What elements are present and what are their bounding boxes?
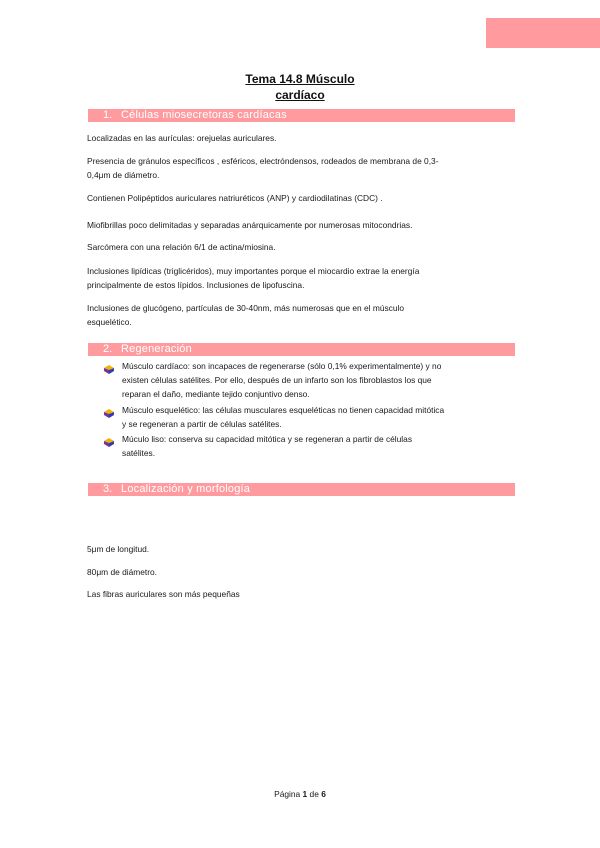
list-item-line: Múculo liso: conserva su capacidad mitótica y se regeneran a partir de células [122, 434, 413, 444]
paragraph-localizadas: Localizadas en las aurículas: orejuelas auriculares. [87, 133, 277, 143]
header-color-block [486, 18, 600, 48]
page-title-line-2: cardíaco [275, 88, 325, 102]
section-header-celulas-miosecretoras [88, 109, 515, 122]
section-title: Regeneración [121, 343, 192, 355]
section-number: 2. [103, 343, 113, 355]
footer-total-pages: 6 [321, 789, 326, 799]
paragraph-diametro: 80μm de diámetro. [87, 567, 157, 577]
section-header-localizacion-morfologia [88, 483, 515, 496]
list-item-line: Músculo esquelético: las células musculares esqueléticas no tienen capacidad mitótica [122, 405, 445, 415]
book-bullet-icon [104, 434, 114, 443]
section-number: 1. [103, 109, 113, 121]
list-item-line: existen células satélites. Por ello, después de un infarto son los fibroblastos los que [122, 375, 432, 385]
section-title: Localización y morfología [121, 483, 251, 495]
paragraph-polipeptidos: Contienen Polipéptidos auriculares natriuréticos (ANP) y cardiodilatinas (CDC) . [87, 193, 383, 203]
paragraph-longitud: 5μm de longitud. [87, 544, 150, 554]
paragraph-glucogeno-line-1: Inclusiones de glucógeno, partículas de 30-40nm, más numerosas que en el músculo [87, 303, 405, 313]
paragraph-lipidicas-line-2: principalmente de estos lípidos. Inclusiones de lipofuscina. [87, 280, 305, 290]
list-item-line: reparan el daño, mediante tejido conjuntivo denso. [122, 389, 310, 399]
paragraph-sarcomera: Sarcómera con una relación 6/1 de actina/miosina. [87, 242, 276, 252]
page-title-line-1: Tema 14.8 Músculo [245, 72, 355, 86]
book-bullet-icon [104, 361, 114, 370]
paragraph-granulos-line-2: 0,4μm de diámetro. [87, 170, 160, 180]
section-number: 3. [103, 483, 113, 495]
paragraph-fibras-auriculares: Las fibras auriculares son más pequeñas [87, 589, 240, 599]
footer-of-label: de [309, 789, 319, 799]
list-item-line: satélites. [122, 448, 156, 458]
section-header-regeneracion [88, 343, 515, 356]
paragraph-lipidicas-line-1: Inclusiones lipídicas (triglicéridos), muy importantes porque el miocardio extrae la energía [87, 266, 420, 276]
list-item-line: y se regeneran a partir de células satélites. [122, 419, 282, 429]
paragraph-glucogeno-line-2: esquelético. [87, 317, 132, 327]
paragraph-miofibrillas: Miofibrillas poco delimitadas y separadas anárquicamente por numerosas mitocondrias. [87, 220, 413, 230]
footer-page-label: Página [274, 789, 301, 799]
page-footer [0, 788, 600, 800]
book-bullet-icon [104, 405, 114, 414]
footer-current-page: 1 [302, 789, 308, 799]
paragraph-granulos-line-1: Presencia de gránulos específicos , esféricos, electróndensos, rodeados de membrana de 0,3- [87, 156, 439, 166]
section-title: Células miosecretoras cardíacas [121, 109, 287, 121]
list-item-line: Músculo cardíaco: son incapaces de regenerarse (sólo 0,1% experimentalmente) y no [122, 361, 442, 371]
